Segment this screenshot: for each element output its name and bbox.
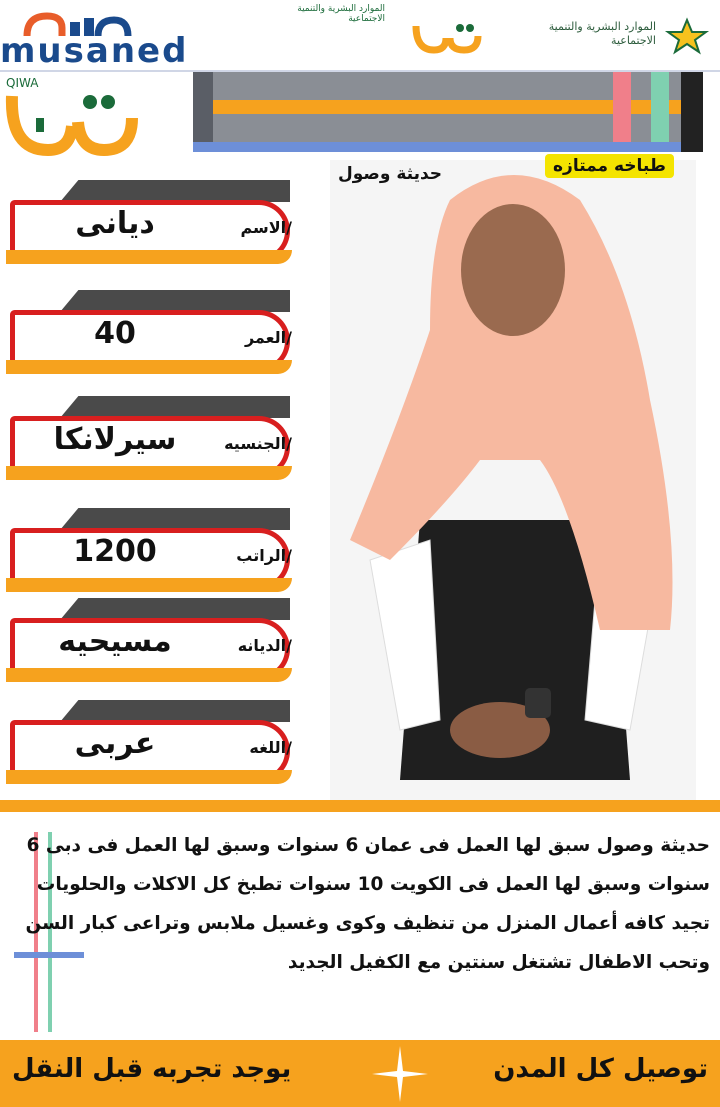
field-label: الراتب/	[236, 546, 292, 565]
field-language	[0, 700, 300, 800]
qiwa-label: QIWA	[6, 76, 39, 90]
field-label: الديانه/	[237, 636, 292, 655]
field-top-bar	[60, 508, 290, 530]
field-value: مسيحيه	[58, 624, 172, 659]
description-text: حديثة وصول سبق لها العمل فى عمان 6 سنوات وسبق لها العمل فى دبى 6 سنوات وسبق لها العمل فى الكويت 10 سنوات تطبخ كل الاكلات والحلويات تجيد كافه أعمال المنزل من تنظيف وكوى وغسيل ملابس وتراعى كبار السن وتحب الاطفال تشتغل سنتين مع الكفيل الجديد	[25, 835, 710, 973]
field-label: اللغه/	[249, 738, 292, 757]
field-value: سيرلانكا	[53, 422, 177, 457]
tag-excellent-cook: طباخه ممتازه	[545, 154, 674, 178]
field-label: الاسم/	[240, 218, 292, 237]
field-salary	[0, 508, 300, 608]
description-panel	[0, 800, 720, 1047]
hr-ministry-name: الموارد البشرية والتنمية الاجتماعية	[548, 20, 656, 47]
footer-trial-text: يوجد تجربه قبل النقل	[12, 1054, 292, 1084]
field-top-bar	[60, 598, 290, 620]
field-label: الجنسيه/	[224, 434, 292, 453]
qiwa-large-logo	[0, 70, 145, 162]
field-value: 1200	[73, 534, 157, 569]
field-accent	[6, 578, 292, 592]
musaned-english-logo: musaned	[0, 31, 189, 71]
field-top-bar	[60, 290, 290, 312]
field-age	[0, 290, 300, 390]
decorative-banner	[193, 72, 703, 152]
worker-photo	[330, 160, 696, 800]
qiwa-small-logo	[410, 16, 484, 58]
field-top-bar	[60, 180, 290, 202]
field-top-bar	[60, 396, 290, 418]
field-accent	[6, 250, 292, 264]
field-top-bar	[60, 700, 290, 722]
field-value: ديانى	[75, 206, 155, 241]
hr-ministry-small-logo: الموارد البشرية والتنمية الاجتماعية	[297, 4, 385, 24]
hr-ministry-emblem	[662, 16, 712, 56]
footer-delivery-text: توصيل كل المدن	[493, 1054, 708, 1084]
field-name	[0, 180, 300, 280]
footer-bar	[0, 1040, 720, 1107]
field-accent	[6, 668, 292, 682]
field-label: العمر/	[244, 328, 292, 347]
field-value: 40	[94, 316, 136, 351]
tag-new-arrival: حديثة وصول	[338, 164, 443, 184]
field-nationality	[0, 396, 300, 496]
field-religion	[0, 598, 300, 698]
sparkle-icon	[372, 1046, 428, 1102]
field-accent	[6, 360, 292, 374]
field-accent	[6, 770, 292, 784]
field-value: عربى	[74, 726, 156, 761]
field-accent	[6, 466, 292, 480]
